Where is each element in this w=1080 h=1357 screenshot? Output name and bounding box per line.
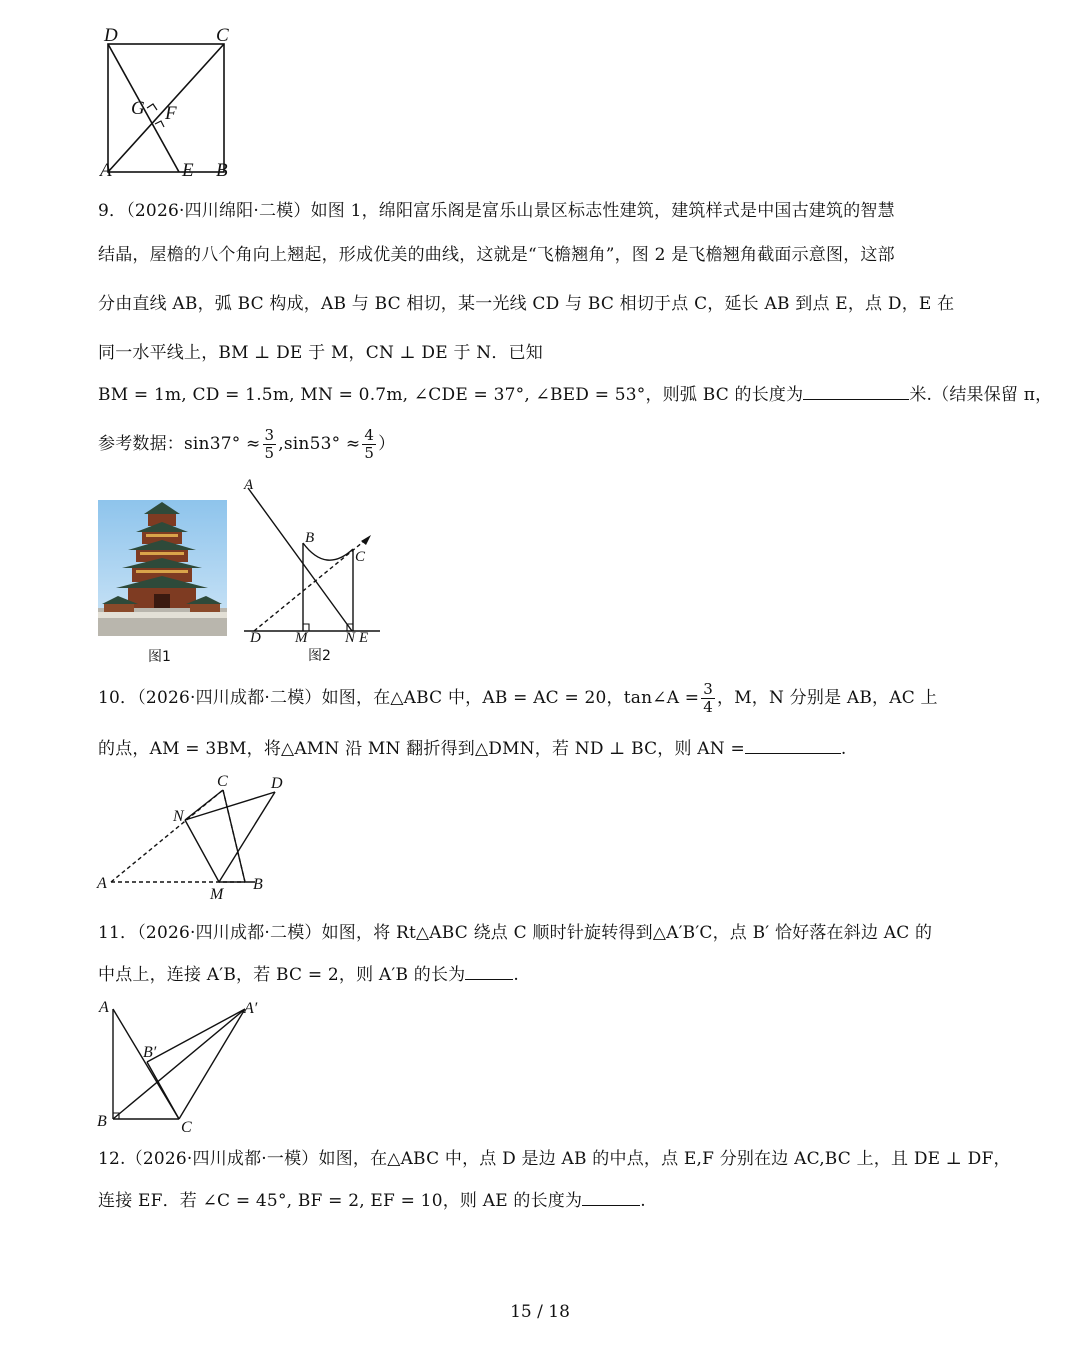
q12-line2-text: 连接 EF．若 ∠C = 45°, BF = 2, EF = 10，则 AE 的长度为 (98, 1191, 583, 1211)
q10-diagram (95, 772, 295, 902)
q9-line3: 分由直线 AB，弧 BC 构成，AB 与 BC 相切，某一光线 CD 与 BC 相切于点 C，延长 AB 到点 E，点 D，E 在 (98, 294, 955, 314)
fig2-label-N: N (345, 630, 356, 646)
answer-blank (745, 737, 841, 754)
q10-label-N: N (173, 808, 184, 825)
fig2-label-M: M (295, 630, 308, 646)
square-figure (98, 24, 238, 184)
q9-ref-mid: ,sin53° ≈ (278, 434, 361, 454)
label-C: C (216, 25, 229, 46)
q10-label-B: B (253, 876, 263, 893)
q9-line6 (98, 424, 988, 464)
pavilion-photo (98, 500, 227, 636)
q9-line1: 9．（2026·四川绵阳·二模）如图 1，绵阳富乐阁是富乐山景区标志性建筑，建筑样式是中国古建筑的智慧 (98, 201, 895, 221)
q11-label-B: B (97, 1113, 107, 1130)
fraction-4-5: $\frac{4}{5}$ (364, 426, 375, 462)
q9-line2: 结晶，屋檐的八个角向上翘起，形成优美的曲线，这就是“飞檐翘角”，图 2 是飞檐翘角截面示意图，这部 (98, 245, 895, 265)
q10-line2-text: 的点，AM = 3BM，将△AMN 沿 MN 翻折得到△DMN，若 ND ⊥ BC，则 AN = (98, 739, 745, 759)
q10-label-M: M (210, 886, 224, 903)
q9-ref-pre: 参考数据：sin37° ≈ (98, 434, 261, 454)
q9-line5-text: BM = 1m, CD = 1.5m, MN = 0.7m, ∠CDE = 37°, ∠BED = 53°，则弧 BC 的长度为 (98, 385, 804, 405)
answer-blank (582, 1189, 640, 1206)
label-E: E (182, 160, 194, 181)
q10-label-D: D (271, 775, 283, 792)
label-A: A (100, 160, 112, 181)
answer-blank (803, 383, 909, 400)
label-D: D (104, 25, 118, 46)
fraction-3-5: $\frac{3}{5}$ (264, 426, 275, 462)
q10-line2-tail: . (840, 739, 847, 759)
page-number: 15 / 18 (510, 1302, 570, 1322)
q12-line2 (98, 1189, 988, 1213)
fig2-label-E: E (359, 630, 369, 646)
eave-diagram (240, 474, 390, 668)
fig1-caption-wrap (148, 645, 188, 667)
q12-line2-tail: . (640, 1191, 646, 1211)
q10-label-A: A (97, 875, 107, 892)
q12-line1: 12.（2026·四川成都·一模）如图，在△ABC 中，点 D 是边 AB 的中点，点 E,F 分别在边 AC,BC 上，且 DE ⊥ DF， (98, 1149, 1011, 1169)
answer-blank (465, 963, 513, 980)
q10-label-C: C (217, 773, 228, 790)
q9-line4: 同一水平线上，BM ⊥ DE 于 M，CN ⊥ DE 于 N．已知 (98, 343, 543, 363)
label-F: F (165, 103, 177, 124)
q11-line2-text: 中点上，连接 A′B，若 BC = 2，则 A′B 的长为 (98, 965, 466, 985)
q11-line1: 11．（2026·四川成都·二模）如图，将 Rt△ABC 绕点 C 顺时针旋转得到△A′B′C，点 B′ 恰好落在斜边 AC 的 (98, 923, 933, 943)
label-B: B (216, 160, 228, 181)
q9-line5-tail: 米.（结果保留 π， (909, 385, 1053, 405)
q11-label-B-prime: B′ (143, 1044, 157, 1061)
q10-line2 (98, 737, 988, 761)
q10-line1 (98, 678, 988, 718)
q10-line1-post: ，M，N 分别是 AB，AC 上 (717, 688, 938, 708)
label-G: G (131, 98, 145, 119)
q11-label-A: A (99, 999, 109, 1016)
fig2-label-B: B (305, 530, 315, 546)
fraction-3-4: $\frac{3}{4}$ (703, 680, 713, 716)
fig2-label-D: D (250, 630, 261, 646)
q11-line2-tail: . (513, 965, 519, 985)
q9-line5 (98, 383, 1053, 407)
fig2-label-C: C (355, 549, 366, 565)
q11-line2 (98, 963, 988, 987)
fig1-caption: 图1 (148, 649, 171, 665)
fig2-caption: 图2 (308, 648, 331, 664)
q9-ref-post: ） (378, 434, 396, 454)
fig2-label-A: A (244, 477, 254, 493)
q11-diagram (95, 995, 275, 1135)
q11-label-C: C (181, 1119, 192, 1136)
q11-label-A-prime: A′ (244, 1000, 258, 1017)
q10-line1-pre: 10．（2026·四川成都·二模）如图，在△ABC 中，AB = AC = 20，tan∠A = (98, 688, 700, 708)
